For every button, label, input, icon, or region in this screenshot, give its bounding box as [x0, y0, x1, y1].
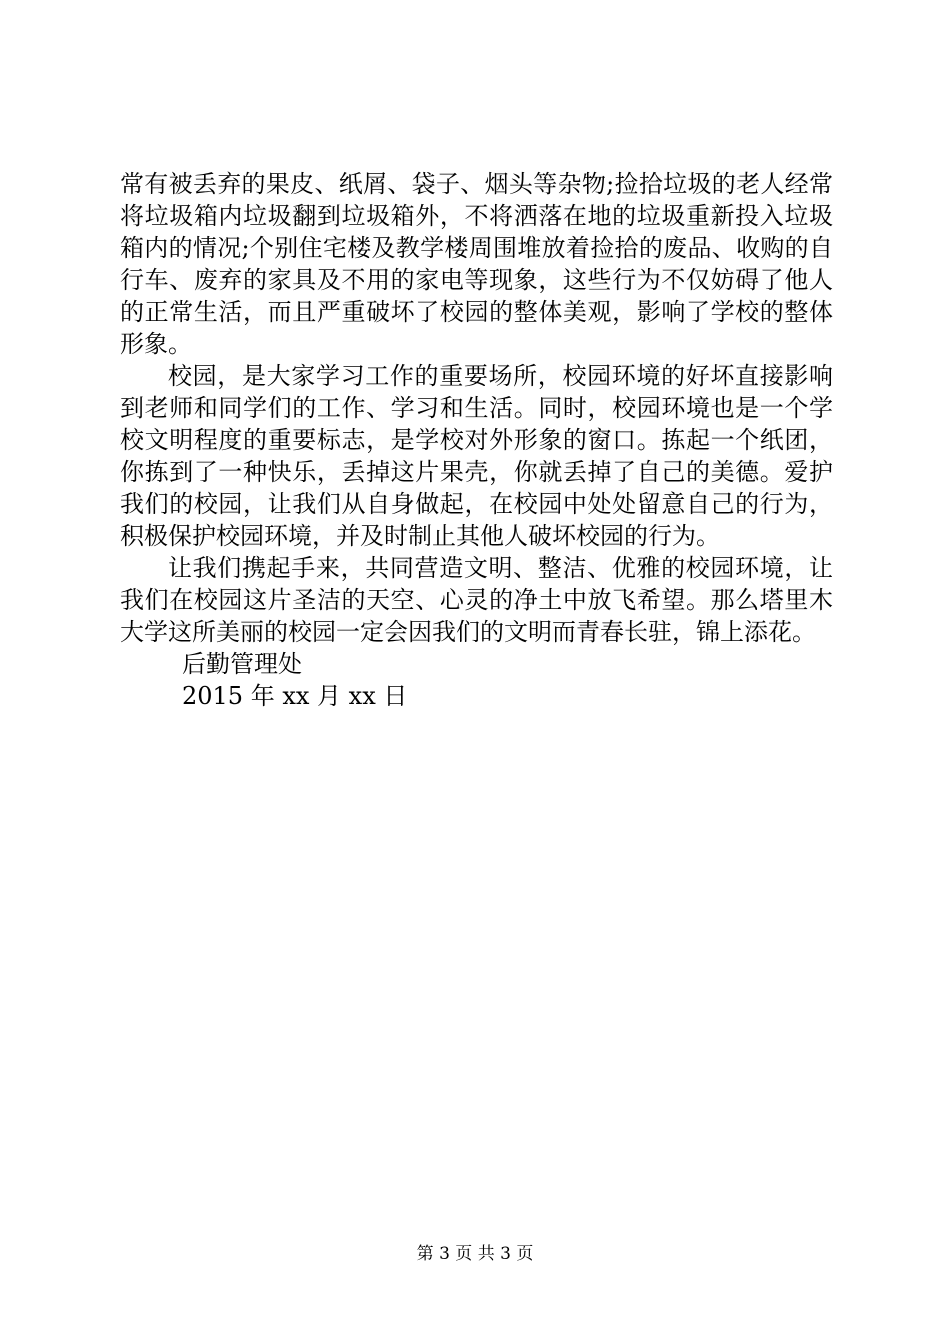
- paragraph-1: 常有被丢弃的果皮、纸屑、袋子、烟头等杂物;捡拾垃圾的老人经常将垃圾箱内垃圾翻到垃圾箱外，不将洒落在地的垃圾重新投入垃圾箱内的情况;个别住宅楼及教学楼周围堆放着捡拾的废品、收购的自行车、废弃的家具及不用的家电等现象，这些行为不仅妨碍了他人的正常生活，而且严重破坏了校园的整体美观，影响了学校的整体形象。: [120, 170, 833, 358]
- page-footer: 第 3 页 共 3 页: [416, 1244, 534, 1264]
- document-body: [120, 168, 833, 712]
- paragraph-3: 让我们携起手来，共同营造文明、整洁、优雅的校园环境，让我们在校园这片圣洁的天空、心灵的净土中放飞希望。那么塔里木大学这所美丽的校园一定会因我们的文明而青春长驻，锦上添花。: [120, 554, 833, 646]
- signature-date: 2015 年 xx 月 xx 日: [182, 682, 408, 710]
- paragraph-2: 校园，是大家学习工作的重要场所，校园环境的好坏直接影响到老师和同学们的工作、学习和生活。同时，校园环境也是一个学校文明程度的重要标志，是学校对外形象的窗口。拣起一个纸团，你拣到了一种快乐，丢掉这片果壳，你就丢掉了自己的美德。爱护我们的校园，让我们从自身做起，在校园中处处留意自己的行为，积极保护校园环境，并及时制止其他人破坏校园的行为。: [120, 362, 833, 550]
- signature-department: 后勤管理处: [182, 650, 302, 678]
